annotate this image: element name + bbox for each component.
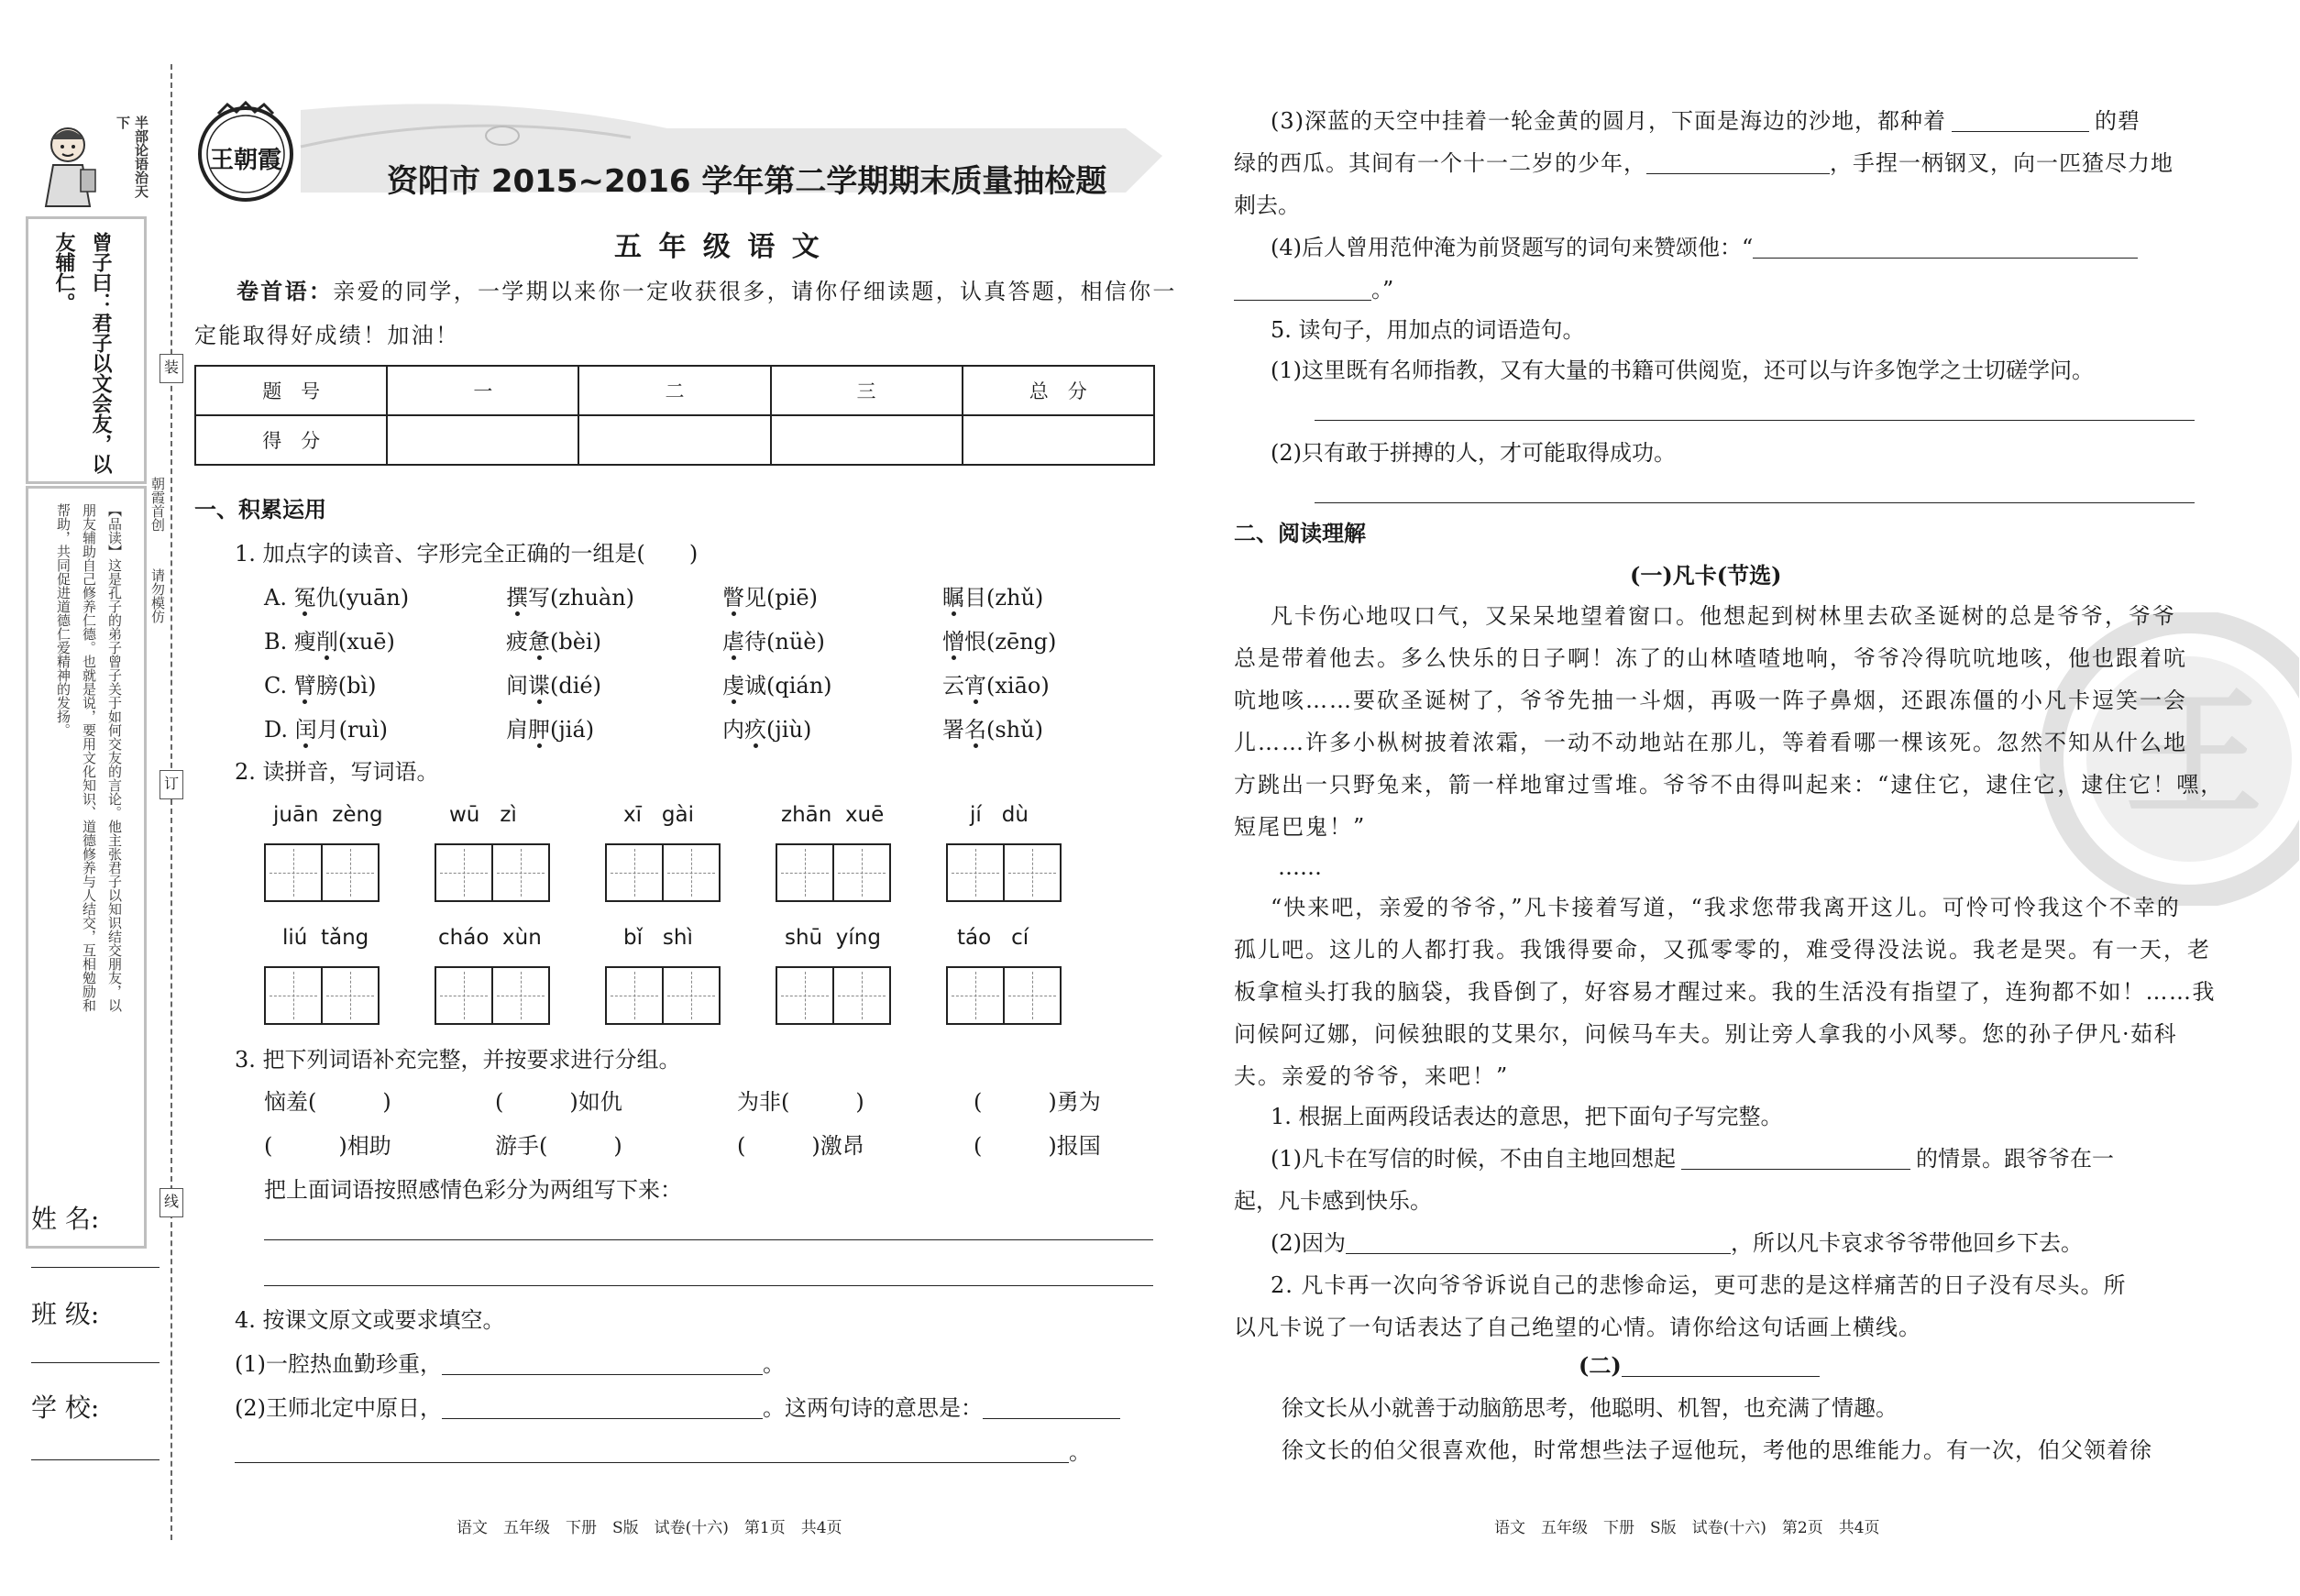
char-grid[interactable]	[435, 843, 550, 902]
fold-text-2: 请勿模仿	[149, 568, 166, 623]
section1-title: 一、积累运用	[194, 496, 326, 523]
p1-line-4: 儿……许多小枞树披着浓霜，一动不动地站在那儿，等着看哪一棵该死。忽然不知从什么地	[1234, 730, 2187, 755]
score-input[interactable]	[771, 415, 963, 465]
comment-box	[26, 486, 147, 1249]
p3-line-1: 徐文长从小就善于动脑筋思考，他聪明、机智，也充满了情趣。	[1282, 1395, 1898, 1421]
r-q4-3-text-2: 绿的西瓜。其间有一个十一二岁的少年，	[1234, 150, 1646, 176]
char-grid[interactable]	[946, 966, 1062, 1025]
intro-line-1	[237, 278, 1177, 304]
pinyin-2-3: bǐ shì	[623, 926, 693, 950]
rq1-2-line	[1271, 1232, 2083, 1254]
section2-title: 二、阅读理解	[1234, 520, 1366, 546]
quote-text-2: 友辅仁。	[52, 232, 76, 313]
p3-line-2: 徐文长的伯父很喜欢他，时常想些法子逗他玩，考他的思维能力。有一次，伯父领着徐	[1282, 1437, 2152, 1463]
q4-2-blank-2[interactable]	[983, 1398, 1120, 1419]
option-b-1: B. 瘦削(xuē)	[264, 629, 395, 655]
rq1-2-blank[interactable]	[1346, 1233, 1731, 1254]
p1-line-5: 方跳出一只野兔来，箭一样地窜过雪堆。爷爷不由得叫起来：“逮住它，逮住它，逮住它！嘿，	[1234, 772, 2225, 798]
header-banner	[191, 92, 1162, 202]
rq2-line-2: 以凡卡说了一句话表达了自己绝望的心情。请你给这句话画上横线。	[1234, 1315, 1921, 1340]
q4-stem: 4. 按课文原文或要求填空。	[235, 1307, 505, 1333]
exam-title: 资阳市 2015~2016 学年第二学期期末质量抽检题	[387, 163, 1107, 200]
quote-text-1: 曾子曰：君子以文会友，以	[89, 232, 113, 474]
score-cell: 总 分	[963, 366, 1154, 415]
r-q4-4-blank-2[interactable]	[1234, 280, 1371, 301]
fold-line	[171, 64, 172, 1540]
option-a-4: 瞩目(zhǔ)	[942, 585, 1044, 611]
p2-line-1: “快来吧，亲爱的爷爷，”凡卡接着写道，“我求您带我离开这儿。可怜可怜我这个不幸的	[1271, 895, 2181, 920]
r-q4-3-text-1: (3)深蓝的天空中挂着一轮金黄的圆月，下面是海边的沙地，都种着	[1271, 108, 1946, 134]
q3-word-2-3: ( )激昂	[737, 1133, 864, 1159]
q1-stem: 1. 加点字的读音、字形完全正确的一组是( )	[235, 541, 699, 567]
q4-line-3	[235, 1441, 1091, 1463]
class-label: 班 级:	[31, 1299, 100, 1329]
fold-mark-3: 线	[160, 1188, 183, 1217]
r-q4-3-line-1	[1271, 110, 2140, 132]
intro-text-1: 亲爱的同学，一学期以来你一定收获很多，请你仔细读题，认真答题，相信你一	[333, 279, 1177, 304]
option-b-2: 疲惫(bèi)	[506, 629, 601, 655]
school-label: 学 校:	[31, 1392, 100, 1423]
p2-line-2: 孤儿吧。这儿的人都打我。我饿得要命，又孤零零的，难受得没法说。我老是哭。有一天，老	[1234, 937, 2211, 963]
char-grid[interactable]	[605, 843, 721, 902]
q3-instruction: 把上面词语按照感情色彩分为两组写下来：	[264, 1177, 682, 1203]
score-input[interactable]	[387, 415, 578, 465]
rq1-1-blank[interactable]	[1681, 1149, 1910, 1170]
q4-2-end: 。	[1069, 1439, 1091, 1465]
sidebar	[26, 110, 154, 1503]
r-q4-3-line-2	[1234, 152, 2173, 174]
q4-1-blank[interactable]	[442, 1354, 763, 1375]
q3-word-2-1: ( )相助	[264, 1133, 391, 1159]
option-c-4: 云宵(xiāo)	[942, 673, 1050, 699]
q4-1-end: 。	[763, 1351, 785, 1377]
rq1-1-text: (1)凡卡在写信的时候，不由自主地回想起	[1271, 1146, 1676, 1172]
rq1-1-line-1	[1271, 1148, 2114, 1170]
q4-2-text: (2)王师北定中原日，	[235, 1395, 442, 1421]
q3-word-1-4: ( )勇为	[974, 1089, 1101, 1115]
footer-right: 语文 五年级 下册 S版 试卷(十六) 第2页 共4页	[1494, 1519, 1880, 1537]
rq1-2-text-b: ，所以凡卡哀求爷爷带他回乡下去。	[1731, 1230, 2083, 1256]
answer-line[interactable]	[1315, 420, 2195, 421]
score-header-row	[195, 366, 1154, 415]
motto-small: 半部论语治天下	[115, 116, 149, 198]
option-a-1: A. 冤仇(yuān)	[264, 585, 410, 611]
pinyin-1-5: jí dù	[970, 803, 1029, 827]
option-a-2: 撰写(zhuàn)	[506, 585, 635, 611]
char-grid[interactable]	[264, 966, 380, 1025]
logo-text: 王朝霞	[209, 147, 281, 174]
score-value-row	[195, 415, 1154, 465]
option-c-3: 虔诚(qián)	[722, 673, 832, 699]
r-q4-3-text-1b: 的碧	[2095, 108, 2140, 134]
pinyin-1-4: zhān xuē	[781, 803, 885, 827]
q3-word-1-3: 为非( )	[737, 1089, 864, 1115]
q4-line-1	[235, 1353, 785, 1375]
score-cell: 题 号	[195, 366, 387, 415]
r-q5-1: (1)这里既有名师指教，又有大量的书籍可供阅览，还可以与许多饱学之士切磋学问。	[1271, 358, 2094, 383]
fold-mark-1: 装	[160, 354, 183, 383]
passage2-title-blank[interactable]	[1622, 1356, 1820, 1377]
p1-line-2: 总是带着他去。多么快乐的日子啊！冻了的山林喳喳地响，爷爷冷得吭吭地咳，他也跟着吭	[1234, 645, 2187, 671]
p1-line-1: 凡卡伤心地叹口气，又呆呆地望着窗口。他想起到树林里去砍圣诞树的总是爷爷，爷爷	[1271, 603, 2176, 629]
intro-line-2: 定能取得好成绩！加油！	[194, 323, 460, 348]
option-a-3: 瞥见(piē)	[722, 585, 818, 611]
score-cell: 二	[578, 366, 770, 415]
q3-word-1-2: ( )如仇	[495, 1089, 622, 1115]
option-c-2: 间谍(dié)	[506, 673, 601, 699]
p2-line-4: 问候阿辽娜，问候独眼的艾果尔，问候马车夫。别让旁人拿我的小风琴。您的孙子伊凡·茹科	[1234, 1021, 2178, 1047]
score-cell: 一	[387, 366, 578, 415]
r-q5-2: (2)只有敢于拼搏的人，才可能取得成功。	[1271, 440, 1676, 466]
q4-line-2	[235, 1397, 1120, 1419]
option-d-3: 内疚(jiù)	[722, 717, 812, 743]
comment-text-3: 帮助，共同促进道德仁爱精神的发扬。	[55, 503, 72, 737]
school-field[interactable]	[31, 1459, 160, 1460]
q4-2-blank[interactable]	[442, 1398, 763, 1419]
char-grid[interactable]	[946, 843, 1062, 902]
option-d-4: 署名(shǔ)	[942, 717, 1043, 743]
r-q4-4-text: (4)后人曾用范仲淹为前贤题写的词句来赞颂他：“	[1271, 235, 1754, 260]
watermark-text: 王	[2125, 674, 2263, 835]
score-cell: 得 分	[195, 415, 387, 465]
passage2-title: (二)	[1579, 1355, 1820, 1377]
pinyin-2-4: shū yíng	[785, 926, 881, 950]
pinyin-2-1: liú tǎng	[282, 926, 369, 950]
comment-text-2: 朋友辅助自己修养仁德。也就是说，要用文化知识、道德修养与人结交，互相勉励和	[81, 503, 97, 1012]
char-grid[interactable]	[605, 966, 721, 1025]
char-grid[interactable]	[776, 966, 891, 1025]
r-q4-4-line-1	[1271, 237, 2138, 259]
p1-line-6: 短尾巴鬼！”	[1234, 814, 1367, 840]
rq1-1-line-2: 起，凡卡感到快乐。	[1234, 1188, 1432, 1214]
exam-subtitle: 五 年 级 语 文	[614, 231, 823, 263]
q3-word-2-4: ( )报国	[974, 1133, 1101, 1159]
answer-line[interactable]	[264, 1285, 1153, 1286]
score-input[interactable]	[963, 415, 1154, 465]
name-field[interactable]	[31, 1267, 160, 1268]
answer-line[interactable]	[1315, 502, 2195, 503]
option-b-4: 憎恨(zēng)	[942, 629, 1057, 655]
score-input[interactable]	[578, 415, 770, 465]
q4-1-text: (1)一腔热血勤珍重，	[235, 1351, 442, 1377]
confucius-mascot-icon	[33, 119, 116, 211]
option-b-3: 虐待(nüè)	[722, 629, 825, 655]
pinyin-2-2: cháo xùn	[438, 926, 542, 950]
fold-text-1: 朝霞首创	[149, 477, 166, 532]
q3-word-1-1: 恼羞( )	[264, 1089, 391, 1115]
rq1-2-text: (2)因为	[1271, 1230, 1346, 1256]
comment-text-1: 【品读】这是孔子的弟子曾子关于如何交友的言论。他主张君子以知识结交朋友，以	[106, 503, 123, 1012]
r-q4-4-blank-1[interactable]	[1753, 237, 2138, 259]
q4-2-mid: 。这两句诗的意思是：	[763, 1395, 983, 1421]
footer-left: 语文 五年级 下册 S版 试卷(十六) 第1页 共4页	[457, 1519, 842, 1537]
logo-badge	[191, 101, 301, 202]
r-q5-stem: 5. 读句子，用加点的词语造句。	[1271, 317, 1585, 343]
r-q4-3-blank-2[interactable]	[1646, 153, 1830, 174]
pinyin-2-5: táo cí	[957, 926, 1029, 950]
rq1-1-text-b: 的情景。跟爷爷在一	[1916, 1146, 2114, 1172]
score-table	[194, 365, 1155, 466]
pinyin-1-3: xī gài	[623, 803, 695, 827]
char-grid[interactable]	[435, 966, 550, 1025]
class-field[interactable]	[31, 1362, 160, 1363]
passage-ellipsis: ……	[1278, 854, 1322, 880]
quote-box	[26, 216, 147, 484]
q2-stem: 2. 读拼音，写词语。	[235, 759, 439, 785]
option-c-1: C. 臂膀(bì)	[264, 673, 377, 699]
p2-line-5: 夫。亲爱的爷爷，来吧！”	[1234, 1063, 1510, 1089]
fold-mark-2: 订	[160, 770, 183, 799]
p1-line-3: 吭地咳……要砍圣诞树了，爷爷先抽一斗烟，再吸一阵子鼻烟，还跟冻僵的小凡卡逗笑一会	[1234, 688, 2187, 713]
option-d-2: 肩胛(jiá)	[506, 717, 595, 743]
r-q4-3-blank-1[interactable]	[1952, 111, 2089, 132]
r-q4-4-end: 。”	[1371, 277, 1394, 303]
answer-line[interactable]	[264, 1239, 1153, 1240]
r-q4-4-line-2	[1234, 279, 1393, 301]
score-cell: 三	[771, 366, 963, 415]
option-d-1: D. 闰月(ruì)	[264, 717, 388, 743]
name-label: 姓 名:	[31, 1204, 100, 1234]
r-q4-3-text-2b: ，手捏一柄钢叉，向一匹猹尽力地	[1830, 150, 2173, 176]
intro-label: 卷首语：	[237, 278, 334, 304]
passage1-title: (一)凡卡(节选)	[1630, 562, 1782, 589]
char-grid[interactable]	[264, 843, 380, 902]
q4-2-blank-3[interactable]	[235, 1442, 1069, 1463]
char-grid[interactable]	[776, 843, 891, 902]
pinyin-1-2: wū zì	[449, 803, 517, 827]
q3-word-2-2: 游手( )	[495, 1133, 622, 1159]
q3-stem: 3. 把下列词语补充完整，并按要求进行分组。	[235, 1047, 681, 1073]
rq1-stem: 1. 根据上面两段话表达的意思，把下面句子写完整。	[1271, 1104, 1783, 1129]
r-q4-3-line-3: 刺去。	[1234, 193, 1300, 218]
pinyin-1-1: juān zèng	[273, 803, 383, 827]
p2-line-3: 板拿楦头打我的脑袋，我昏倒了，好容易才醒过来。我的生活没有指望了，连狗都不如！……我	[1234, 979, 2216, 1005]
rq2-line-1: 2. 凡卡再一次向爷爷诉说自己的悲惨命运，更可悲的是这样痛苦的日子没有尽头。所	[1271, 1272, 2127, 1298]
